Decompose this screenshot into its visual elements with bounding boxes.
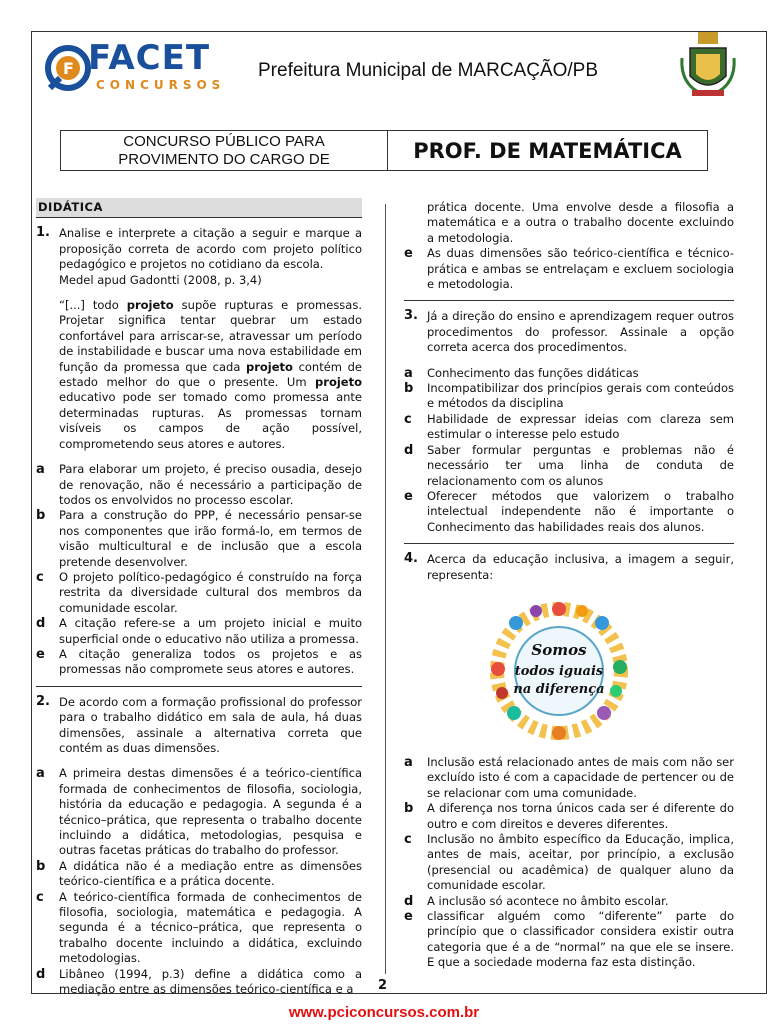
option-text: Saber formular perguntas e problemas não é necessário ter uma linha de conduta de relacionamento com os alunos: [427, 442, 734, 488]
question-text: Acerca da educação inclusiva, a imagem a seguir, representa:: [427, 552, 734, 582]
option-1b[interactable]: [36, 508, 362, 570]
option-text: A teórico-científica formada de conhecimentos de filosofia, sociologia, matemática e pedagogia. A segunda é a técnico–prática, que representa o trabalho docente incluindo a didática, excluindo metodologias.: [59, 889, 362, 966]
option-text: A diferença nos torna únicos cada ser é diferente do outro e com direitos e deveres diferentes.: [427, 801, 734, 831]
option-letter: d: [36, 616, 46, 632]
quote-part: educativo pode ser tomado como promessa ante determinadas rupturas. As promessas tornam visíveis os campos de ação possível, comprometendo seus atores e autores.: [59, 390, 362, 451]
logo-main-text: FACET: [88, 38, 211, 78]
question-number: 3.: [404, 308, 418, 324]
option-text: As duas dimensões são teórico-científica e técnico-prática e ambas se entrelaçam e excluem sociologia e metodologia.: [427, 246, 734, 292]
option-letter: a: [404, 754, 413, 770]
footer-url-link[interactable]: www.pciconcursos.com.br: [288, 1004, 480, 1021]
children-circle-image: [474, 589, 644, 749]
right-column: [404, 200, 734, 971]
option-text: Oferecer métodos que valorizem o trabalho intelectual independente não é importante o Conhecimento das habilidades reais dos alunos.: [427, 488, 734, 534]
option-letter: c: [404, 411, 412, 427]
option-text: Habilidade de expressar ideias com clareza sem estimular o interesse pelo estudo: [427, 411, 734, 442]
option-text: Para a construção do PPP, é necessário pensar-se nos componentes que irão formá-lo, em termos de visão multicultural e de inclusão que a escola pretende desenvolver.: [59, 508, 362, 569]
facet-logo: [44, 36, 224, 108]
option-text: Incompatibilizar dos princípios gerais com conteúdos e métodos da disciplina: [427, 381, 734, 411]
option-text: Inclusão está relacionado antes de mais com não ser excluído isto é com a capacidade de pertencer ou de se relacionar com uma comunidade.: [427, 754, 734, 800]
quote-bold: projeto: [315, 375, 362, 390]
option-letter: a: [36, 766, 45, 782]
option-text: Conhecimento das funções didáticas: [427, 365, 639, 380]
cargo-box: [60, 130, 708, 171]
option-text: A citação generaliza todos os projetos e as promessas não compromete seus atores e autores.: [59, 646, 362, 677]
cargo-label-line1: CONCURSO PÚBLICO PARA: [123, 133, 325, 150]
cargo-label-line2: PROVIMENTO DO CARGO DE: [118, 151, 330, 168]
question-number: 1.: [36, 225, 50, 241]
question-text: Analise e interprete a citação a seguir e marque a proposição correta de acordo com projeto político pedagógico e projetos no cotidiano da escola.: [59, 226, 362, 272]
header: [32, 32, 766, 112]
municipal-crest-icon: [678, 28, 738, 100]
image-text-line1: Somos: [531, 640, 587, 659]
option-letter: c: [36, 569, 44, 585]
option-letter: c: [404, 831, 412, 847]
option-letter: c: [36, 889, 44, 905]
quote-block: [36, 298, 362, 452]
option-1e[interactable]: [36, 647, 362, 678]
option-3b[interactable]: [404, 381, 734, 412]
quote-part: contém de estado melhor do que o presente. Um: [59, 359, 363, 390]
option-text: classificar alguém como “diferente” parte do princípio que o classificador considera existir outra categoria que é a de “normal” na que ele se insere. E que a sociedade moderna faz esta distinção.: [427, 909, 734, 970]
inclusion-illustration: [474, 589, 644, 749]
option-3d[interactable]: [404, 443, 734, 489]
section-heading: DIDÁTICA: [36, 198, 362, 218]
quote-part: “[...] todo: [59, 298, 127, 313]
option-2a[interactable]: [36, 766, 362, 858]
option-3c[interactable]: [404, 412, 734, 443]
image-text-line2: todos iguais: [514, 663, 604, 679]
question-3: [404, 309, 734, 355]
page-number: 2: [378, 978, 388, 993]
option-letter: e: [36, 646, 45, 662]
globe-icon: [44, 38, 94, 98]
option-text: A inclusão só acontece no âmbito escolar.: [427, 893, 669, 908]
question-text: Já a direção do ensino e aprendizagem requer outros procedimentos do professor. Assinale a opção correta acerca dos procedimentos.: [427, 309, 734, 355]
quote-part: supõe rupturas e promessas. Projetar significa tentar quebrar um estado confortável para arriscar-se, atravessar um período de instabilidade e buscar uma nova estabilidade em função da promessa que cada: [59, 298, 362, 374]
option-letter: d: [36, 966, 46, 982]
question-1: [36, 226, 362, 288]
option-text: A primeira destas dimensões é a teórico-científica formada de conhecimentos de filosofia, sociologia, história da educação e pedagogia. A segunda é a técnico–prática, que representa o trabalho docente incluindo a didática, metodologias, pesquisa e outras facetas práticas do trabalho do professor.: [59, 766, 362, 858]
option-2c[interactable]: [36, 890, 362, 967]
option-3a[interactable]: [404, 366, 734, 381]
option-text: A citação refere-se a um projeto inicial e muito superficial onde o educativo não utiliza a promessa.: [59, 616, 362, 646]
option-2e[interactable]: [404, 246, 734, 292]
question-number: 4.: [404, 551, 418, 567]
quote-bold: projeto: [126, 298, 174, 313]
left-column: [36, 198, 362, 998]
cargo-title: PROF. DE MATEMÁTICA: [413, 139, 682, 163]
option-letter: e: [404, 909, 413, 924]
option-1a[interactable]: [36, 462, 362, 508]
option-4a[interactable]: [404, 755, 734, 801]
option-letter: b: [36, 858, 46, 874]
option-1c[interactable]: [36, 570, 362, 616]
question-4: [404, 552, 734, 583]
svg-text:F: F: [63, 59, 74, 78]
citation-source: Medel apud Gadontti (2008, p. 3,4): [59, 272, 262, 287]
question-separator: [404, 300, 734, 301]
option-4d[interactable]: [404, 894, 734, 909]
option-letter: a: [404, 365, 413, 381]
cargo-label: [61, 131, 388, 170]
option-letter: b: [404, 801, 414, 817]
option-text: Inclusão no âmbito específico da Educação, implica, antes de mais, aceitar, por princípio, a exclusão (presencial ou acadêmica) de qualquer aluno da comunidade escolar.: [427, 831, 734, 893]
question-number: 2.: [36, 693, 50, 709]
option-letter: b: [404, 381, 414, 397]
image-text-line3: na diferença: [513, 681, 605, 697]
option-letter: e: [404, 246, 413, 262]
option-2d-continuation: prática docente. Uma envolve desde a filosofia a matemática e a outra o trabalho docente excluindo a metodologia.: [427, 200, 734, 245]
question-separator: [36, 686, 362, 687]
option-letter: d: [404, 893, 414, 909]
question-2: [36, 695, 362, 757]
question-text: De acordo com a formação profissional do professor para o trabalho didático em sala de aula, há duas dimensões, assinale a alternativa correta que contém as duas dimensões.: [59, 694, 362, 755]
option-3e[interactable]: [404, 489, 734, 535]
logo-sub-text: CONCURSOS: [96, 78, 226, 92]
option-text: Libâneo (1994, p.3) define a didática como a mediação entre as dimensões teórico-científica e a: [59, 966, 362, 997]
page-title: Prefeitura Municipal de MARCAÇÃO/PB: [258, 60, 599, 81]
option-4c[interactable]: [404, 832, 734, 894]
column-divider: [385, 204, 386, 974]
option-text: Para elaborar um projeto, é preciso ousadia, desejo de renovação, não é necessário a participação de todos os envolvidos no processo escolar.: [59, 462, 362, 507]
option-letter: a: [36, 462, 45, 478]
option-letter: d: [404, 442, 414, 458]
option-4e[interactable]: [404, 909, 734, 971]
question-separator: [404, 543, 734, 544]
option-text: O projeto político-pedagógico é construído na força restrita da diversidade cultural dos membros da comunidade escolar.: [59, 569, 362, 615]
option-text: A didática não é a mediação entre as dimensões teórico-científica e a prática docente.: [59, 858, 362, 889]
option-2d[interactable]: [36, 967, 362, 998]
option-letter: b: [36, 508, 46, 524]
quote-bold: projeto: [246, 359, 293, 374]
option-4b[interactable]: [404, 801, 734, 832]
option-2b[interactable]: [36, 859, 362, 890]
option-letter: e: [404, 488, 413, 504]
option-1d[interactable]: [36, 616, 362, 647]
